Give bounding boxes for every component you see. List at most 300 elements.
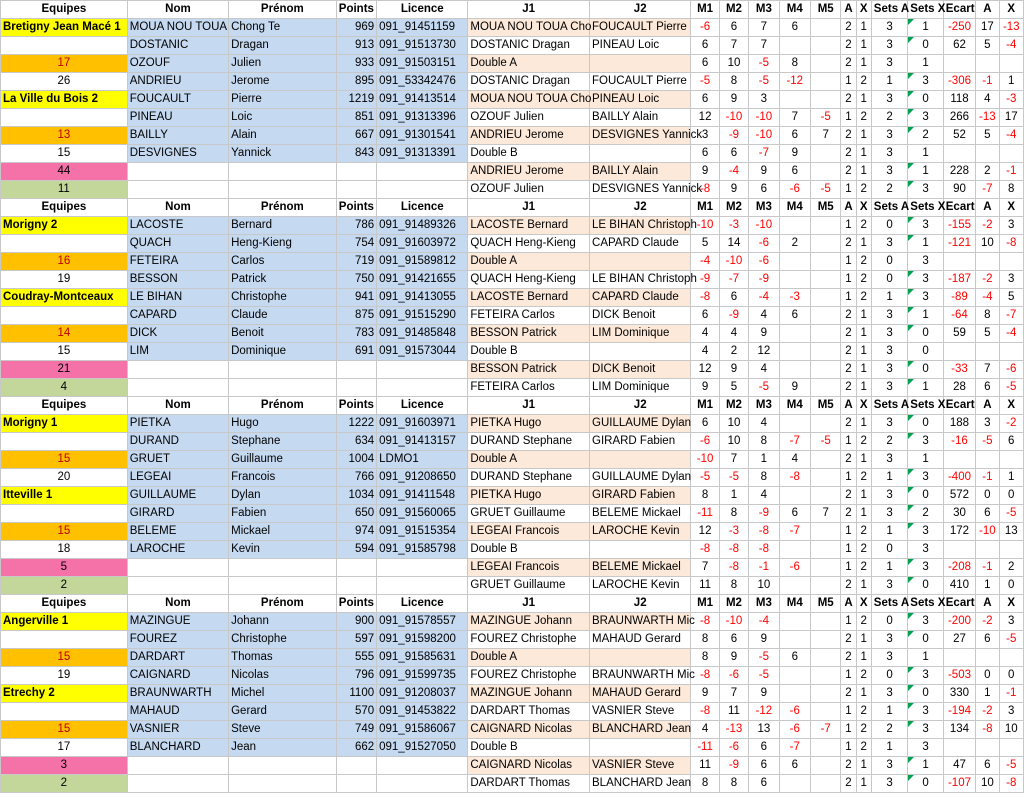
ecart-a-cell[interactable] xyxy=(976,145,999,163)
m1-cell[interactable]: -8 xyxy=(691,703,719,721)
j2-cell[interactable] xyxy=(590,541,691,559)
header-licence[interactable]: Licence xyxy=(377,1,468,19)
points-cell[interactable] xyxy=(336,577,377,595)
prenom-cell[interactable] xyxy=(229,181,336,199)
m5-cell[interactable] xyxy=(810,343,840,361)
x-cell[interactable]: 2 xyxy=(856,667,871,685)
sets-a-cell[interactable]: 0 xyxy=(871,253,907,271)
m4-cell[interactable]: 6 xyxy=(779,505,810,523)
m1-cell[interactable]: 5 xyxy=(691,235,719,253)
j2-cell[interactable]: CAPARD Claude xyxy=(590,235,691,253)
sets-x-cell[interactable]: 3 xyxy=(908,523,943,541)
m5-cell[interactable] xyxy=(810,379,840,397)
sets-x-cell[interactable]: 3 xyxy=(908,73,943,91)
j2-cell[interactable]: MAHAUD Gerard xyxy=(590,685,691,703)
m3-cell[interactable]: 3 xyxy=(749,91,779,109)
points-cell[interactable] xyxy=(336,757,377,775)
m1-cell[interactable]: -5 xyxy=(691,469,719,487)
ecart-x-cell[interactable]: 3 xyxy=(999,271,1023,289)
m4-cell[interactable]: 4 xyxy=(779,451,810,469)
a-cell[interactable]: 1 xyxy=(841,469,856,487)
a-cell[interactable]: 1 xyxy=(841,667,856,685)
m5-cell[interactable]: -7 xyxy=(810,721,840,739)
header-m3[interactable]: M3 xyxy=(749,397,779,415)
licence-cell[interactable]: 091_91515290 xyxy=(377,307,468,325)
m3-cell[interactable]: 7 xyxy=(749,19,779,37)
m2-cell[interactable]: 11 xyxy=(719,703,748,721)
header-licence[interactable]: Licence xyxy=(377,397,468,415)
m4-cell[interactable] xyxy=(779,91,810,109)
m5-cell[interactable] xyxy=(810,487,840,505)
licence-cell[interactable]: 091_91453822 xyxy=(377,703,468,721)
licence-cell[interactable] xyxy=(377,163,468,181)
header-equipes[interactable]: Equipes xyxy=(1,595,128,613)
x-cell[interactable]: 1 xyxy=(856,487,871,505)
sets-x-cell[interactable]: 1 xyxy=(908,55,943,73)
j1-cell[interactable]: PIETKA Hugo xyxy=(468,487,590,505)
summary-cell[interactable]: 15 xyxy=(1,451,128,469)
points-cell[interactable]: 749 xyxy=(336,721,377,739)
sets-x-cell[interactable]: 3 xyxy=(908,469,943,487)
m5-cell[interactable] xyxy=(810,667,840,685)
sets-a-cell[interactable]: 3 xyxy=(871,361,907,379)
points-cell[interactable]: 691 xyxy=(336,343,377,361)
x-cell[interactable]: 1 xyxy=(856,685,871,703)
ecart-cell[interactable] xyxy=(943,541,975,559)
sets-a-cell[interactable]: 1 xyxy=(871,559,907,577)
prenom-cell[interactable]: Bernard xyxy=(229,217,336,235)
sets-a-cell[interactable]: 3 xyxy=(871,19,907,37)
summary-cell[interactable]: 4 xyxy=(1,379,128,397)
sets-a-cell[interactable]: 3 xyxy=(871,307,907,325)
m2-cell[interactable]: 7 xyxy=(719,685,748,703)
sets-x-cell[interactable]: 3 xyxy=(908,271,943,289)
m4-cell[interactable] xyxy=(779,613,810,631)
x-cell[interactable]: 1 xyxy=(856,163,871,181)
j1-cell[interactable]: Double B xyxy=(468,145,590,163)
ecart-a-cell[interactable]: -13 xyxy=(976,109,999,127)
sets-x-cell[interactable]: 1 xyxy=(908,19,943,37)
header-m2[interactable]: M2 xyxy=(719,595,748,613)
points-cell[interactable] xyxy=(336,775,377,793)
ecart-x-cell[interactable] xyxy=(999,649,1023,667)
header-m3[interactable]: M3 xyxy=(749,199,779,217)
nom-cell[interactable]: CAPARD xyxy=(127,307,228,325)
header-m5[interactable]: M5 xyxy=(810,199,840,217)
nom-cell[interactable]: PINEAU xyxy=(127,109,228,127)
header-equipes[interactable]: Equipes xyxy=(1,199,128,217)
summary-cell[interactable]: 15 xyxy=(1,343,128,361)
ecart-x-cell[interactable]: -4 xyxy=(999,37,1023,55)
m5-cell[interactable] xyxy=(810,55,840,73)
m5-cell[interactable] xyxy=(810,613,840,631)
nom-cell[interactable]: VASNIER xyxy=(127,721,228,739)
prenom-cell[interactable]: Mickael xyxy=(229,523,336,541)
licence-cell[interactable]: 091_91489326 xyxy=(377,217,468,235)
header-x[interactable]: X xyxy=(856,397,871,415)
header-x[interactable]: X xyxy=(856,199,871,217)
m5-cell[interactable] xyxy=(810,217,840,235)
j1-cell[interactable]: CAIGNARD Nicolas xyxy=(468,757,590,775)
m3-cell[interactable]: 9 xyxy=(749,685,779,703)
a-cell[interactable]: 2 xyxy=(841,505,856,523)
x-cell[interactable]: 2 xyxy=(856,559,871,577)
nom-cell[interactable]: PIETKA xyxy=(127,415,228,433)
a-cell[interactable]: 2 xyxy=(841,91,856,109)
ecart-x-cell[interactable]: 10 xyxy=(999,721,1023,739)
m1-cell[interactable]: 12 xyxy=(691,523,719,541)
header-a[interactable]: A xyxy=(841,397,856,415)
m1-cell[interactable]: 12 xyxy=(691,361,719,379)
m4-cell[interactable] xyxy=(779,487,810,505)
x-cell[interactable]: 1 xyxy=(856,37,871,55)
m1-cell[interactable]: 8 xyxy=(691,775,719,793)
m1-cell[interactable]: 8 xyxy=(691,631,719,649)
ecart-a-cell[interactable]: -2 xyxy=(976,271,999,289)
a-cell[interactable]: 1 xyxy=(841,433,856,451)
prenom-cell[interactable]: Stephane xyxy=(229,433,336,451)
m4-cell[interactable] xyxy=(779,541,810,559)
j1-cell[interactable]: QUACH Heng-Kieng xyxy=(468,235,590,253)
m4-cell[interactable]: -3 xyxy=(779,289,810,307)
prenom-cell[interactable]: Alain xyxy=(229,127,336,145)
j2-cell[interactable]: BAILLY Alain xyxy=(590,109,691,127)
nom-cell[interactable] xyxy=(127,163,228,181)
nom-cell[interactable]: BLANCHARD xyxy=(127,739,228,757)
prenom-cell[interactable]: Claude xyxy=(229,307,336,325)
m1-cell[interactable]: 6 xyxy=(691,415,719,433)
sets-a-cell[interactable]: 3 xyxy=(871,379,907,397)
ecart-x-cell[interactable]: 3 xyxy=(999,217,1023,235)
ecart-x-cell[interactable]: -5 xyxy=(999,631,1023,649)
a-cell[interactable]: 2 xyxy=(841,451,856,469)
j1-cell[interactable]: DURAND Stephane xyxy=(468,433,590,451)
prenom-cell[interactable] xyxy=(229,361,336,379)
sets-a-cell[interactable]: 3 xyxy=(871,163,907,181)
j1-cell[interactable]: Double A xyxy=(468,649,590,667)
licence-cell[interactable] xyxy=(377,757,468,775)
ecart-cell[interactable]: -250 xyxy=(943,19,975,37)
ecart-x-cell[interactable]: 0 xyxy=(999,577,1023,595)
a-cell[interactable]: 2 xyxy=(841,55,856,73)
licence-cell[interactable] xyxy=(377,181,468,199)
header-nom[interactable]: Nom xyxy=(127,397,228,415)
sets-a-cell[interactable]: 3 xyxy=(871,631,907,649)
j2-cell[interactable]: PINEAU Loic xyxy=(590,37,691,55)
m3-cell[interactable]: 4 xyxy=(749,415,779,433)
header-m4[interactable]: M4 xyxy=(779,397,810,415)
j1-cell[interactable]: FETEIRA Carlos xyxy=(468,379,590,397)
sets-x-cell[interactable]: 1 xyxy=(908,451,943,469)
sets-a-cell[interactable]: 3 xyxy=(871,757,907,775)
sets-x-cell[interactable]: 3 xyxy=(908,613,943,631)
ecart-cell[interactable] xyxy=(943,649,975,667)
points-cell[interactable]: 719 xyxy=(336,253,377,271)
m5-cell[interactable] xyxy=(810,685,840,703)
j1-cell[interactable]: LACOSTE Bernard xyxy=(468,217,590,235)
m2-cell[interactable]: 14 xyxy=(719,235,748,253)
ecart-x-cell[interactable]: -7 xyxy=(999,307,1023,325)
prenom-cell[interactable]: Gerard xyxy=(229,703,336,721)
sets-x-cell[interactable]: 3 xyxy=(908,253,943,271)
sets-a-cell[interactable]: 3 xyxy=(871,127,907,145)
sets-a-cell[interactable]: 0 xyxy=(871,667,907,685)
j2-cell[interactable]: BRAUNWARTH Mic xyxy=(590,613,691,631)
j1-cell[interactable]: Double A xyxy=(468,253,590,271)
x-cell[interactable]: 2 xyxy=(856,253,871,271)
m4-cell[interactable]: 6 xyxy=(779,757,810,775)
j1-cell[interactable]: Double B xyxy=(468,343,590,361)
a-cell[interactable]: 2 xyxy=(841,343,856,361)
a-cell[interactable]: 2 xyxy=(841,307,856,325)
ecart-x-cell[interactable]: 2 xyxy=(999,559,1023,577)
summary-cell[interactable]: 11 xyxy=(1,181,128,199)
prenom-cell[interactable]: Christophe xyxy=(229,289,336,307)
m1-cell[interactable]: 6 xyxy=(691,91,719,109)
m5-cell[interactable] xyxy=(810,523,840,541)
m1-cell[interactable]: 4 xyxy=(691,325,719,343)
m5-cell[interactable] xyxy=(810,739,840,757)
header-prenom[interactable]: Prénom xyxy=(229,1,336,19)
x-cell[interactable]: 1 xyxy=(856,775,871,793)
nom-cell[interactable]: DARDART xyxy=(127,649,228,667)
prenom-cell[interactable]: Dominique xyxy=(229,343,336,361)
j1-cell[interactable]: MOUA NOU TOUA Cho xyxy=(468,91,590,109)
ecart-cell[interactable]: -187 xyxy=(943,271,975,289)
licence-cell[interactable]: 091_91313396 xyxy=(377,109,468,127)
m2-cell[interactable]: -4 xyxy=(719,163,748,181)
team-name-cell[interactable]: Coudray-Montceaux xyxy=(1,289,128,307)
m3-cell[interactable]: -5 xyxy=(749,667,779,685)
nom-cell[interactable] xyxy=(127,559,228,577)
points-cell[interactable]: 933 xyxy=(336,55,377,73)
m3-cell[interactable]: -7 xyxy=(749,145,779,163)
ecart-x-cell[interactable]: 5 xyxy=(999,289,1023,307)
ecart-a-cell[interactable]: -7 xyxy=(976,181,999,199)
m4-cell[interactable]: -6 xyxy=(779,721,810,739)
m4-cell[interactable] xyxy=(779,775,810,793)
a-cell[interactable]: 2 xyxy=(841,631,856,649)
m2-cell[interactable]: -7 xyxy=(719,271,748,289)
ecart-cell[interactable]: 27 xyxy=(943,631,975,649)
ecart-x-cell[interactable] xyxy=(999,541,1023,559)
licence-cell[interactable]: 091_91585798 xyxy=(377,541,468,559)
x-cell[interactable]: 1 xyxy=(856,307,871,325)
m4-cell[interactable]: 6 xyxy=(779,127,810,145)
licence-cell[interactable] xyxy=(377,559,468,577)
sets-a-cell[interactable]: 1 xyxy=(871,469,907,487)
ecart-x-cell[interactable]: -1 xyxy=(999,685,1023,703)
m2-cell[interactable]: 6 xyxy=(719,631,748,649)
licence-cell[interactable]: 091_91589812 xyxy=(377,253,468,271)
j1-cell[interactable]: DARDART Thomas xyxy=(468,703,590,721)
header-prenom[interactable]: Prénom xyxy=(229,199,336,217)
j2-cell[interactable]: FOUCAULT Pierre xyxy=(590,73,691,91)
j2-cell[interactable]: BELEME Mickael xyxy=(590,505,691,523)
header-m1[interactable]: M1 xyxy=(691,595,719,613)
ecart-a-cell[interactable]: -10 xyxy=(976,523,999,541)
m5-cell[interactable] xyxy=(810,631,840,649)
sets-x-cell[interactable]: 1 xyxy=(908,379,943,397)
ecart-cell[interactable]: -33 xyxy=(943,361,975,379)
m1-cell[interactable]: 11 xyxy=(691,577,719,595)
sets-a-cell[interactable]: 0 xyxy=(871,217,907,235)
nom-cell[interactable]: LEGEAI xyxy=(127,469,228,487)
m3-cell[interactable]: -10 xyxy=(749,127,779,145)
ecart-x-cell[interactable] xyxy=(999,55,1023,73)
sets-a-cell[interactable]: 2 xyxy=(871,109,907,127)
j1-cell[interactable]: Double A xyxy=(468,55,590,73)
sets-x-cell[interactable]: 1 xyxy=(908,163,943,181)
header-ecart-a[interactable]: A xyxy=(976,1,999,19)
x-cell[interactable]: 1 xyxy=(856,55,871,73)
ecart-x-cell[interactable]: 0 xyxy=(999,487,1023,505)
points-cell[interactable]: 650 xyxy=(336,505,377,523)
ecart-x-cell[interactable] xyxy=(999,145,1023,163)
j1-cell[interactable]: OZOUF Julien xyxy=(468,109,590,127)
header-m1[interactable]: M1 xyxy=(691,397,719,415)
m5-cell[interactable] xyxy=(810,577,840,595)
m3-cell[interactable]: -4 xyxy=(749,613,779,631)
summary-cell[interactable] xyxy=(1,703,128,721)
a-cell[interactable]: 2 xyxy=(841,487,856,505)
x-cell[interactable]: 2 xyxy=(856,73,871,91)
m2-cell[interactable]: -13 xyxy=(719,721,748,739)
m4-cell[interactable]: 6 xyxy=(779,649,810,667)
sets-a-cell[interactable]: 3 xyxy=(871,37,907,55)
prenom-cell[interactable] xyxy=(229,379,336,397)
sets-x-cell[interactable]: 0 xyxy=(908,487,943,505)
summary-cell[interactable]: 18 xyxy=(1,541,128,559)
points-cell[interactable]: 667 xyxy=(336,127,377,145)
j2-cell[interactable]: BLANCHARD Jean xyxy=(590,775,691,793)
prenom-cell[interactable] xyxy=(229,559,336,577)
prenom-cell[interactable] xyxy=(229,577,336,595)
ecart-cell[interactable]: 59 xyxy=(943,325,975,343)
summary-cell[interactable]: 15 xyxy=(1,649,128,667)
header-ecart[interactable]: Ecart xyxy=(943,397,975,415)
prenom-cell[interactable]: Christophe xyxy=(229,631,336,649)
team-name-cell[interactable]: Angerville 1 xyxy=(1,613,128,631)
licence-cell[interactable]: 091_91301541 xyxy=(377,127,468,145)
a-cell[interactable]: 1 xyxy=(841,721,856,739)
ecart-x-cell[interactable]: -8 xyxy=(999,775,1023,793)
ecart-a-cell[interactable] xyxy=(976,451,999,469)
m1-cell[interactable]: 9 xyxy=(691,163,719,181)
nom-cell[interactable]: BAILLY xyxy=(127,127,228,145)
prenom-cell[interactable]: Carlos xyxy=(229,253,336,271)
ecart-a-cell[interactable]: -1 xyxy=(976,469,999,487)
team-name-cell[interactable]: Bretigny Jean Macé 1 xyxy=(1,19,128,37)
sets-a-cell[interactable]: 1 xyxy=(871,739,907,757)
prenom-cell[interactable]: Dragan xyxy=(229,37,336,55)
ecart-a-cell[interactable]: -2 xyxy=(976,703,999,721)
m3-cell[interactable]: -1 xyxy=(749,559,779,577)
licence-cell[interactable] xyxy=(377,361,468,379)
m1-cell[interactable]: -11 xyxy=(691,505,719,523)
ecart-cell[interactable]: 266 xyxy=(943,109,975,127)
m2-cell[interactable]: -10 xyxy=(719,253,748,271)
sets-a-cell[interactable]: 3 xyxy=(871,775,907,793)
header-ecart-a[interactable]: A xyxy=(976,199,999,217)
summary-cell[interactable]: 21 xyxy=(1,361,128,379)
ecart-cell[interactable]: -208 xyxy=(943,559,975,577)
x-cell[interactable]: 2 xyxy=(856,217,871,235)
j2-cell[interactable]: DICK Benoit xyxy=(590,307,691,325)
m5-cell[interactable] xyxy=(810,559,840,577)
j1-cell[interactable]: MAZINGUE Johann xyxy=(468,685,590,703)
points-cell[interactable]: 786 xyxy=(336,217,377,235)
m2-cell[interactable]: 8 xyxy=(719,505,748,523)
x-cell[interactable]: 2 xyxy=(856,181,871,199)
x-cell[interactable]: 1 xyxy=(856,127,871,145)
sets-a-cell[interactable]: 2 xyxy=(871,181,907,199)
m3-cell[interactable]: 4 xyxy=(749,487,779,505)
a-cell[interactable]: 1 xyxy=(841,271,856,289)
j2-cell[interactable]: MAHAUD Gerard xyxy=(590,631,691,649)
licence-cell[interactable]: 091_91560065 xyxy=(377,505,468,523)
sets-a-cell[interactable]: 1 xyxy=(871,523,907,541)
m3-cell[interactable]: 12 xyxy=(749,343,779,361)
sets-x-cell[interactable]: 3 xyxy=(908,667,943,685)
header-m4[interactable]: M4 xyxy=(779,595,810,613)
ecart-a-cell[interactable]: 1 xyxy=(976,577,999,595)
j1-cell[interactable]: FOUREZ Christophe xyxy=(468,667,590,685)
points-cell[interactable]: 913 xyxy=(336,37,377,55)
m4-cell[interactable]: 6 xyxy=(779,163,810,181)
header-licence[interactable]: Licence xyxy=(377,199,468,217)
ecart-x-cell[interactable]: -5 xyxy=(999,379,1023,397)
summary-cell[interactable]: 14 xyxy=(1,325,128,343)
licence-cell[interactable]: 091_91313391 xyxy=(377,145,468,163)
m3-cell[interactable]: 4 xyxy=(749,307,779,325)
nom-cell[interactable]: GRUET xyxy=(127,451,228,469)
ecart-a-cell[interactable]: 5 xyxy=(976,37,999,55)
ecart-x-cell[interactable]: -8 xyxy=(999,235,1023,253)
m1-cell[interactable]: 8 xyxy=(691,487,719,505)
m1-cell[interactable]: 4 xyxy=(691,343,719,361)
ecart-x-cell[interactable]: 6 xyxy=(999,433,1023,451)
points-cell[interactable]: 1034 xyxy=(336,487,377,505)
ecart-cell[interactable]: -306 xyxy=(943,73,975,91)
licence-cell[interactable]: 091_91413514 xyxy=(377,91,468,109)
a-cell[interactable]: 2 xyxy=(841,757,856,775)
licence-cell[interactable]: 091_91586067 xyxy=(377,721,468,739)
prenom-cell[interactable]: Jean xyxy=(229,739,336,757)
j2-cell[interactable]: LAROCHE Kevin xyxy=(590,523,691,541)
x-cell[interactable]: 2 xyxy=(856,721,871,739)
nom-cell[interactable]: GUILLAUME xyxy=(127,487,228,505)
sets-a-cell[interactable]: 1 xyxy=(871,703,907,721)
m4-cell[interactable]: 6 xyxy=(779,307,810,325)
sets-a-cell[interactable]: 3 xyxy=(871,235,907,253)
sets-a-cell[interactable]: 3 xyxy=(871,487,907,505)
summary-cell[interactable]: 19 xyxy=(1,271,128,289)
x-cell[interactable]: 2 xyxy=(856,433,871,451)
points-cell[interactable] xyxy=(336,379,377,397)
a-cell[interactable]: 2 xyxy=(841,361,856,379)
m1-cell[interactable]: -8 xyxy=(691,613,719,631)
nom-cell[interactable]: MAZINGUE xyxy=(127,613,228,631)
m2-cell[interactable]: 2 xyxy=(719,343,748,361)
m2-cell[interactable]: -9 xyxy=(719,757,748,775)
x-cell[interactable]: 1 xyxy=(856,379,871,397)
header-ecart-x[interactable]: X xyxy=(999,595,1023,613)
j2-cell[interactable]: LE BIHAN Christoph xyxy=(590,217,691,235)
m5-cell[interactable] xyxy=(810,415,840,433)
points-cell[interactable]: 974 xyxy=(336,523,377,541)
ecart-cell[interactable] xyxy=(943,739,975,757)
